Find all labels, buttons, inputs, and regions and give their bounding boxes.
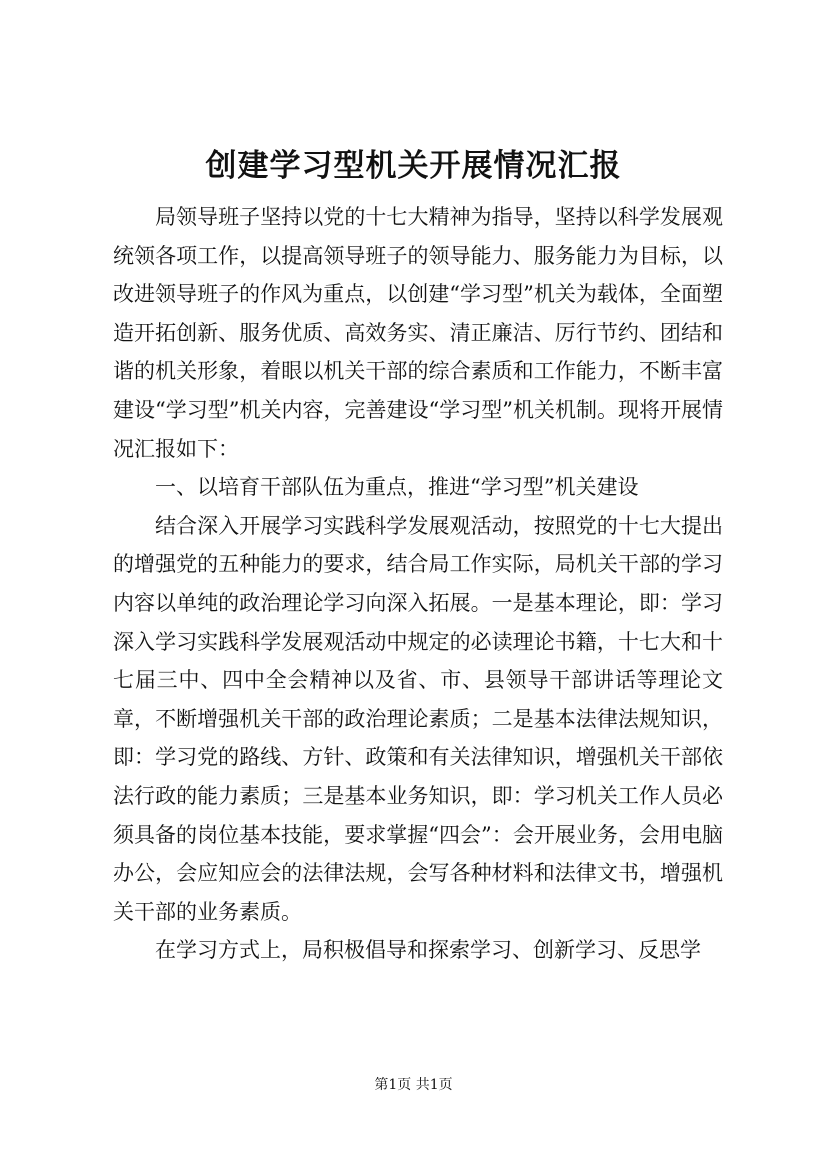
document-title: 创建学习型机关开展情况汇报 — [205, 148, 622, 184]
paragraph-study-content: 结合深入开展学习实践科学发展观活动，按照党的十七大提出的增强党的五种能力的要求，结合局工作实际，局机关干部的学习内容以单纯的政治理论学习向深入拓展。一是基本理论，即：学习深入学习实践科学发展观活动中规定的必读理论书籍，十七大和十七届三中、四中全会精神以及省、市、县领导干部讲话等理论文章，不断增强机关干部的政治理论素质；二是基本法律法规知识，即：学习党的路线、方针、政策和有关法律知识，增强机关干部依法行政的能力素质；三是基本业务知识，即：学习机关工作人员必须具备的岗位基本技能，要求掌握“四会”：会开展业务，会用电脑办公，会应知应会的法律法规，会写各种材料和法律文书，增强机关干部的业务素质。 — [113, 513, 723, 924]
page-number-footer: 第1页 共1页 — [374, 1077, 453, 1093]
section-heading-1: 一、以培育干部队伍为重点，推进“学习型”机关建设 — [155, 475, 639, 500]
paragraph-intro: 局领导班子坚持以党的十七大精神为指导，坚持以科学发展观统领各项工作，以提高领导班子的领导能力、服务能力为目标，以改进领导班子的作风为重点，以创建“学习型”机关为载体，全面塑造开拓创新、服务优质、高效务实、清正廉洁、厉行节约、团结和谐的机关形象，着眼以机关干部的综合素质和工作能力，不断丰富建设“学习型”机关内容，完善建设“学习型”机关机制。现将开展情况汇报如下： — [113, 205, 723, 461]
document-body — [113, 198, 723, 970]
paragraph-study-method: 在学习方式上，局积极倡导和探索学习、创新学习、反思学 — [155, 938, 701, 963]
